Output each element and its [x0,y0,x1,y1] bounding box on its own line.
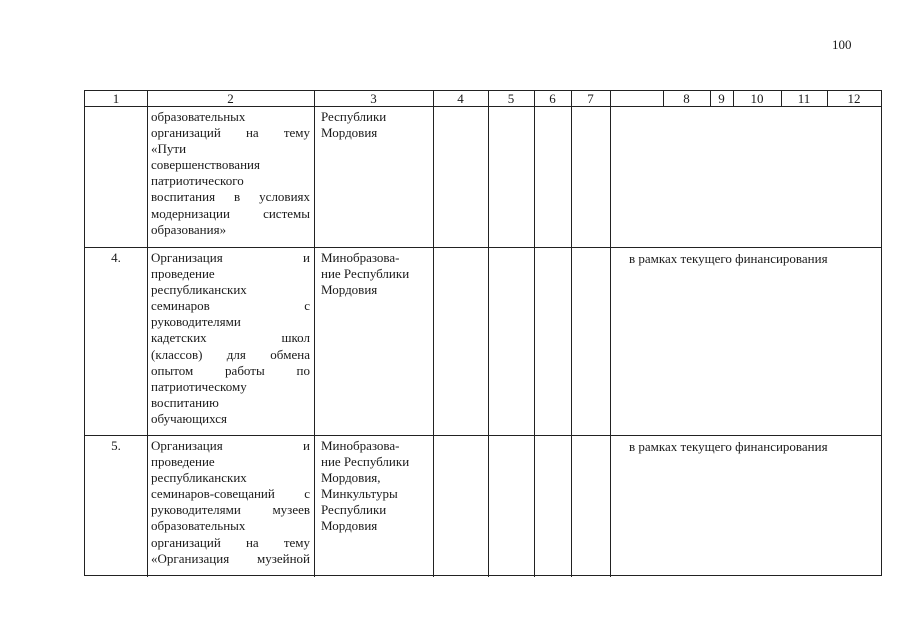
column-divider [571,91,572,577]
executor-cell: Минобразова- ние Республики Мордовия [321,250,410,298]
row-divider [85,247,881,248]
column-divider [314,91,315,577]
header-divider [85,106,881,107]
plan-table [84,90,882,576]
header-col-3: 3 [370,91,377,106]
executor-cell: Республики Мордовия [321,109,387,141]
header-col-5: 5 [507,91,515,106]
event-cell: Организация и проведение республиканских семинаров-совещаний с руководителями музеев образовательных организаций на тему «Организация музейной [151,438,310,566]
header-col-4: 4 [457,91,464,106]
column-divider [610,91,611,577]
header-col-12: 12 [847,91,861,106]
header-col-2: 2 [227,91,234,106]
row-divider [85,435,881,436]
row-number: 4. [111,250,121,265]
funding-note: в рамках текущего финансирования [629,439,828,454]
header-col-8: 8 [683,91,690,106]
executor-cell: Минобразова- ние Республики Мордовия, Минкультуры Республики Мордовия [321,438,410,534]
event-cell: образовательных организаций на тему «Пути совершенствования патриотического воспитания в условиях модернизации системы образования» [151,109,310,237]
column-divider [147,91,148,577]
header-col-11: 11 [797,91,811,106]
funding-note: в рамках текущего финансирования [629,251,828,266]
header-col-10: 10 [750,91,764,106]
page-number: 100 [832,37,852,52]
row-number: 5. [111,438,121,453]
header-col-1: 1 [112,91,120,106]
column-divider [433,91,434,577]
header-col-7: 7 [587,91,594,106]
header-col-9: 9 [718,91,725,106]
column-divider [534,91,535,577]
column-divider [488,91,489,577]
event-cell: Организация и проведение республиканских семинаров с руководителями кадетских школ (классов) для обмена опытом работы по патриотическому воспитанию обучающихся [151,250,310,426]
header-col-6: 6 [549,91,556,106]
